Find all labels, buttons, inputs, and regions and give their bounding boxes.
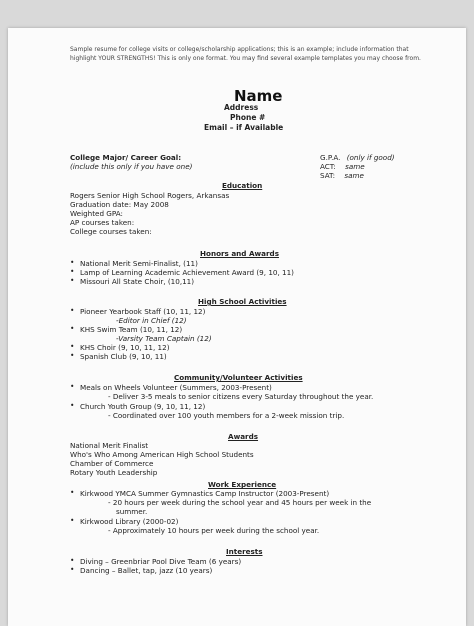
education-line: Weighted GPA: bbox=[70, 209, 123, 218]
award-item: National Merit Finalist bbox=[70, 441, 149, 450]
email-line: Email – if Available bbox=[204, 123, 284, 132]
community-item: Meals on Wheels Volunteer (Summers, 2003-Present) bbox=[80, 383, 272, 392]
work-heading: Work Experience bbox=[208, 480, 277, 489]
act-label: ACT: bbox=[320, 162, 336, 171]
bullet-icon: • bbox=[70, 382, 75, 391]
education-heading: Education bbox=[222, 181, 263, 190]
phone-line: Phone # bbox=[230, 113, 266, 122]
award-item: Who's Who Among American High School Students bbox=[70, 450, 254, 459]
interest-item: Diving – Greenbriar Pool Dive Team (6 years) bbox=[80, 557, 242, 566]
work-item: Kirkwood Library (2000-02) bbox=[80, 517, 179, 526]
bullet-icon: • bbox=[70, 351, 75, 360]
act-row bbox=[320, 162, 365, 171]
sat-row bbox=[320, 171, 364, 180]
bullet-icon: • bbox=[70, 258, 75, 267]
activity-item: Pioneer Yearbook Staff (10, 11, 12) bbox=[80, 307, 206, 316]
activity-item: KHS Swim Team (10, 11, 12) bbox=[80, 325, 183, 334]
award-item: Rotary Youth Leadership bbox=[70, 468, 158, 477]
interests-heading: Interests bbox=[226, 547, 263, 556]
bullet-icon: • bbox=[70, 401, 75, 410]
work-detail: - Approximately 10 hours per week during the school year. bbox=[108, 526, 320, 535]
community-item: Church Youth Group (9, 10, 11, 12) bbox=[80, 402, 206, 411]
bullet-icon: • bbox=[70, 565, 75, 574]
interest-item: Dancing – Ballet, tap, jazz (10 years) bbox=[80, 566, 213, 575]
bullet-icon: • bbox=[70, 276, 75, 285]
sat-label: SAT: bbox=[320, 171, 336, 180]
honors-heading: Honors and Awards bbox=[200, 249, 279, 258]
education-line: College courses taken: bbox=[70, 227, 152, 236]
bullet-icon: • bbox=[70, 324, 75, 333]
gpa-note: (only if good) bbox=[346, 153, 395, 162]
intro-note: Sample resume for college visits or college/scholarship applications; this is an example; include information that highlight YOUR STRENGTHS! This is only one format. You may find several example templates you may choose from. bbox=[70, 46, 421, 62]
work-detail: - 20 hours per week during the school year and 45 hours per week in the bbox=[108, 498, 372, 507]
education-line: Graduation date: May 2008 bbox=[70, 200, 169, 209]
goal-note: (include this only if you have one) bbox=[70, 162, 193, 171]
activity-item: KHS Choir (9, 10, 11, 12) bbox=[80, 343, 170, 352]
work-item: Kirkwood YMCA Summer Gymnastics Camp Instructor (2003-Present) bbox=[80, 489, 330, 498]
activity-item: Spanish Club (9, 10, 11) bbox=[80, 352, 167, 361]
community-detail: - Coordinated over 100 youth members for a 2-week mission trip. bbox=[108, 411, 345, 420]
bullet-icon: • bbox=[70, 516, 75, 525]
bullet-icon: • bbox=[70, 267, 75, 276]
work-detail: summer. bbox=[116, 507, 148, 516]
bullet-icon: • bbox=[70, 306, 75, 315]
bullet-icon: • bbox=[70, 488, 75, 497]
activity-role: -Editor in Chief (12) bbox=[116, 316, 187, 325]
bullet-icon: • bbox=[70, 342, 75, 351]
address-line: Address bbox=[224, 103, 259, 112]
community-heading: Community/Volunteer Activities bbox=[174, 373, 303, 382]
community-detail: - Deliver 3-5 meals to senior citizens every Saturday throughout the year. bbox=[108, 392, 374, 401]
honors-item: National Merit Semi-Finalist, (11) bbox=[80, 259, 198, 268]
goal-label: College Major/ Career Goal: bbox=[70, 153, 182, 162]
act-value: same bbox=[345, 162, 365, 171]
education-line: Rogers Senior High School Rogers, Arkansas bbox=[70, 191, 230, 200]
activities-heading: High School Activities bbox=[198, 297, 287, 306]
resume-page bbox=[8, 28, 466, 626]
bullet-icon: • bbox=[70, 556, 75, 565]
resume-name: Name bbox=[234, 87, 283, 105]
sat-value: same bbox=[344, 171, 364, 180]
gpa-row bbox=[320, 153, 395, 162]
gpa-label: G.P.A. bbox=[320, 153, 341, 162]
education-line: AP courses taken: bbox=[70, 218, 135, 227]
honors-item: Lamp of Learning Academic Achievement Award (9, 10, 11) bbox=[80, 268, 294, 277]
award-item: Chamber of Commerce bbox=[70, 459, 154, 468]
honors-item: Missouri All State Choir, (10,11) bbox=[80, 277, 195, 286]
activity-role: -Varsity Team Captain (12) bbox=[116, 334, 212, 343]
awards-heading: Awards bbox=[228, 432, 259, 441]
